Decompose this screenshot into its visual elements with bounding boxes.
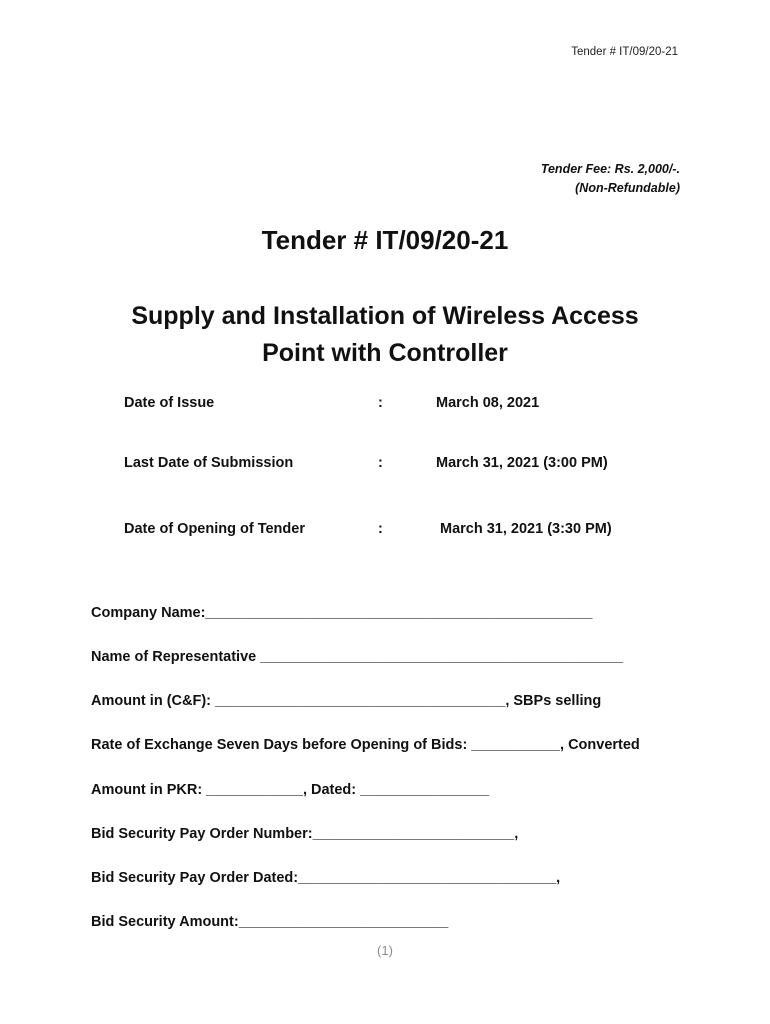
document-subtitle-line-2: Point with Controller <box>262 339 508 367</box>
date-value: March 08, 2021 <box>436 395 540 411</box>
document-title: Tender # IT/09/20-21 <box>261 225 509 255</box>
date-label: Date of Opening of Tender <box>124 521 305 537</box>
tender-fee-note: (Non-Refundable) <box>575 181 680 195</box>
header-tender-reference: Tender # IT/09/20-21 <box>571 46 678 58</box>
date-value: March 31, 2021 (3:00 PM) <box>436 455 608 471</box>
exchange-rate-field: Rate of Exchange Seven Days before Opening of Bids: ___________, Converted <box>91 737 640 753</box>
date-label: Last Date of Submission <box>124 455 294 471</box>
representative-name-field: Name of Representative _____________________________________________ <box>91 649 624 665</box>
bid-security-amount-field: Bid Security Amount:__________________________ <box>91 914 449 930</box>
date-label: Date of Issue <box>124 395 215 411</box>
date-row-opening <box>124 521 684 543</box>
amount-cf-field: Amount in (C&F): ____________________________________, SBPs selling <box>91 693 602 709</box>
pay-order-date-field: Bid Security Pay Order Dated:________________________________, <box>91 870 561 886</box>
date-separator: : <box>378 521 383 537</box>
document-subtitle-line-1: Supply and Installation of Wireless Access <box>131 302 639 330</box>
date-separator: : <box>378 455 383 471</box>
date-row-issue <box>124 395 684 417</box>
date-row-submission <box>124 455 684 477</box>
company-name-field: Company Name:________________________________________________ <box>91 605 593 621</box>
page-number: (1) <box>377 943 393 958</box>
date-value: March 31, 2021 (3:30 PM) <box>440 521 612 537</box>
tender-fee: Tender Fee: Rs. 2,000/-. <box>540 162 680 176</box>
date-separator: : <box>378 395 383 411</box>
pay-order-number-field: Bid Security Pay Order Number:_________________________, <box>91 826 519 842</box>
amount-pkr-field: Amount in PKR: ____________, Dated: ________________ <box>91 782 490 798</box>
